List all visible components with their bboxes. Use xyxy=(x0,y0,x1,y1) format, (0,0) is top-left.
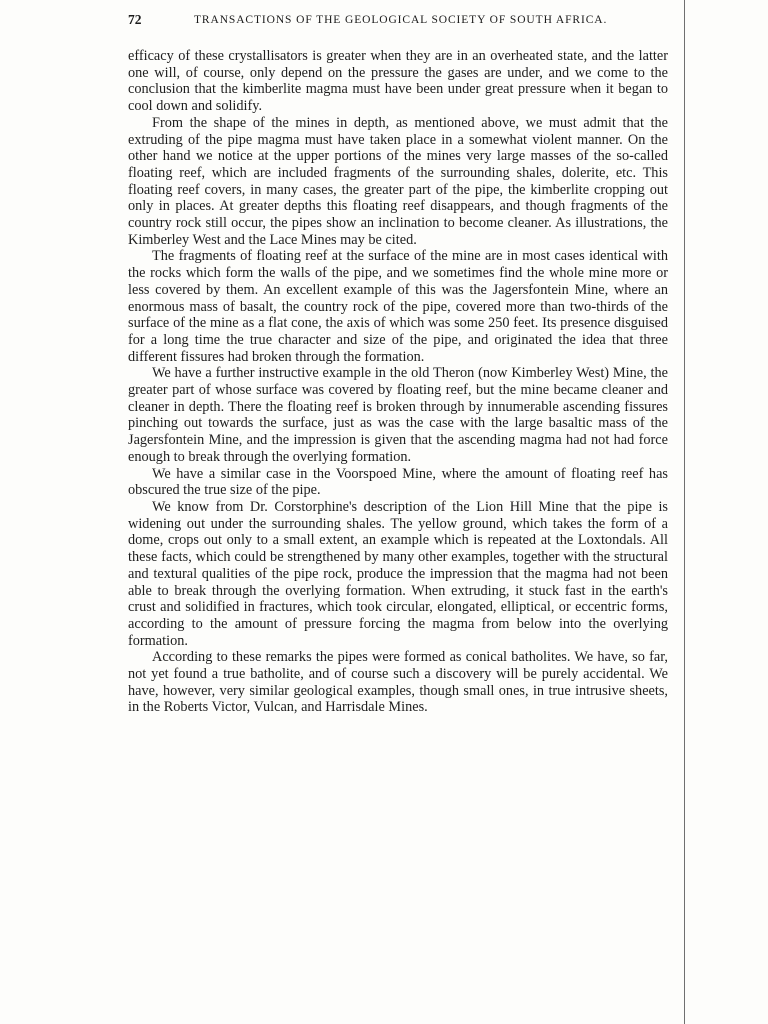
paragraph-6: We know from Dr. Corstorphine's description of the Lion Hill Mine that the pipe is widening out under the surrounding shales. The yellow ground, which takes the form of a dome, crops out only to a small extent, an example which is repeated at the Loxtondals. All these facts, which could be strengthened by many other examples, together with the structural and textural qualities of the pipe rock, produce the impression that the magma had not been able to break through the overlying formation. When extruding, it stuck fast in the earth's crust and solidified in fractures, which took circular, elongated, elliptical, or eccentric forms, according to the amount of pressure forcing the magma from below into the overlying formation. xyxy=(128,498,668,649)
paragraph-2: From the shape of the mines in depth, as mentioned above, we must admit that the extruding of the pipe magma must have taken place in a somewhat violent manner. On the other hand we notice at the upper portions of the mines very large masses of the so-called floating reef, which are included fragments of the surrounding shales, dolerite, etc. This floating reef covers, in many cases, the greater part of the pipe, the kimberlite cropping out only in places. At greater depths this floating reef disappears, and though fragments of the country rock still occur, the pipes show an inclination to become cleaner. As illustrations, the Kimberley West and the Lace Mines may be cited. xyxy=(128,114,668,248)
paragraph-4: We have a further instructive example in the old Theron (now Kimberley West) Mine, the greater part of whose surface was covered by floating reef, but the mine became cleaner and cleaner in depth. There the floating reef is broken through by innumerable ascending fissures pinching out towards the surface, just as was the case with the large basaltic mass of the Jagersfontein Mine, and the impression is given that the ascending magma had not had force enough to break through the overlying formation. xyxy=(128,365,668,465)
page-edge-divider xyxy=(684,0,685,1024)
running-header xyxy=(128,12,668,32)
paragraph-5: We have a similar case in the Voorspoed Mine, where the amount of floating reef has obscured the true size of the pipe. xyxy=(128,465,668,499)
running-title: TRANSACTIONS OF THE GEOLOGICAL SOCIETY OF SOUTH AFRICA. xyxy=(194,14,608,26)
paragraph-3: The fragments of floating reef at the surface of the mine are in most cases identical with the rocks which form the walls of the pipe, and we sometimes find the whole mine more or less covered by them. An excellent example of this was the Jagersfontein Mine, where an enormous mass of basalt, the country rock of the pipe, covered more than two-thirds of the surface of the mine as a flat cone, the axis of which was some 250 feet. Its presence disguised for a long time the true character and size of the pipe, and originated the idea that three different fissures had broken through the formation. xyxy=(128,248,668,365)
page-number: 72 xyxy=(128,12,142,27)
body-text xyxy=(128,48,668,716)
paragraph-7: According to these remarks the pipes were formed as conical batholites. We have, so far, not yet found a true batholite, and of course such a discovery will be purely accidental. We have, however, very similar geological examples, though small ones, in true intrusive sheets, in the Roberts Victor, Vulcan, and Harrisdale Mines. xyxy=(128,649,668,716)
paragraph-1: efficacy of these crystallisators is greater when they are in an overheated state, and the latter one will, of course, only depend on the pressure the gases are under, and we come to the conclusion that the kimberlite magma must have been under great pressure when it began to cool down and solidify. xyxy=(128,48,668,115)
